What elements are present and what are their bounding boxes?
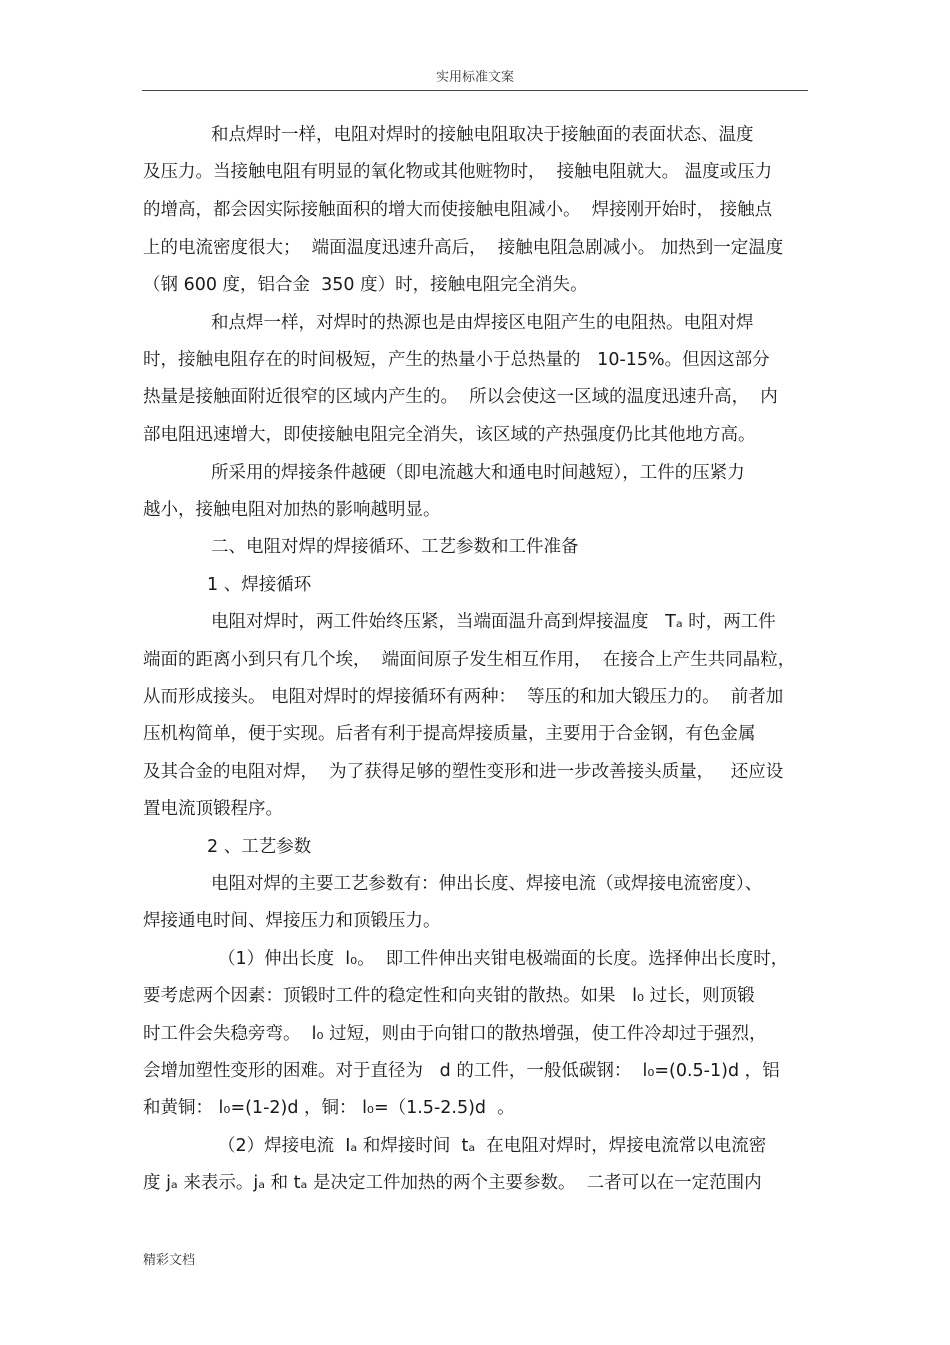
paragraph-line: 及压力。当接触电阻有明显的氧化物或其他赃物时， 接触电阻就大。 温度或压力 (143, 162, 773, 182)
paragraph-line: 越小，接触电阻对加热的影响越明显。 (143, 500, 441, 520)
paragraph-line: 及其合金的电阻对焊， 为了获得足够的塑性变形和进一步改善接头质量， 还应设 (143, 762, 784, 782)
section-heading: 二、电阻对焊的焊接循环、工艺参数和工件准备 (211, 537, 579, 557)
paragraph-line: 会增加塑性变形的困难。对于直径为 d 的工件，一般低碳钢： l₀=(0.5-1)d ，铝 (143, 1061, 780, 1081)
paragraph-line: 和点焊一样，对焊时的热源也是由焊接区电阻产生的电阻热。电阻对焊 (211, 313, 754, 333)
paragraph-line: 上的电流密度很大； 端面温度迅速升高后， 接触电阻急剧减小。 加热到一定温度 (143, 238, 784, 258)
paragraph-line: 度 jₐ 来表示。jₐ 和 tₐ 是决定工件加热的两个主要参数。 二者可以在一定范围内 (143, 1173, 762, 1193)
paragraph-line: 热量是接触面附近很窄的区域内产生的。 所以会使这一区域的温度迅速升高， 内 (143, 387, 778, 407)
paragraph-line: （2）焊接电流 Iₐ 和焊接时间 tₐ 在电阻对焊时，焊接电流常以电流密 (218, 1136, 767, 1156)
paragraph-line: 从而形成接头。 电阻对焊时的焊接循环有两种： 等压的和加大锻压力的。 前者加 (143, 687, 784, 707)
paragraph-line: 要考虑两个因素：顶锻时工件的稳定性和向夹钳的散热。如果 l₀ 过长，则顶锻 (143, 986, 755, 1006)
paragraph-line: 电阻对焊的主要工艺参数有：伸出长度、焊接电流（或焊接电流密度）、 (211, 874, 763, 894)
paragraph-line: 时工件会失稳旁弯。 l₀ 过短，则由于向钳口的散热增强，使工件冷却过于强烈， (143, 1024, 767, 1044)
paragraph-line: 压机构简单，便于实现。后者有利于提高焊接质量，主要用于合金钢，有色金属 (143, 724, 756, 744)
paragraph-line: 和黄铜： l₀=(1-2)d ，铜： l₀=（1.5-2.5)d 。 (143, 1098, 515, 1118)
paragraph-line: （钢 600 度，铝合金 350 度）时，接触电阻完全消失。 (143, 275, 588, 295)
paragraph-line: 端面的距离小到只有几个埃， 端面间原子发生相互作用， 在接合上产生共同晶粒， (143, 650, 796, 670)
subsection-heading: 1 、焊接循环 (207, 575, 312, 595)
paragraph-line: 和点焊时一样，电阻对焊时的接触电阻取决于接触面的表面状态、温度 (211, 125, 754, 145)
subsection-heading: 2 、工艺参数 (207, 837, 312, 857)
page-footer: 精彩文档 (143, 1253, 196, 1268)
paragraph-line: 所采用的焊接条件越硬（即电流越大和通电时间越短），工件的压紧力 (211, 463, 745, 483)
paragraph-line: （1）伸出长度 l₀。 即工件伸出夹钳电极端面的长度。选择伸出长度时， (218, 949, 789, 969)
paragraph-line: 电阻对焊时，两工件始终压紧，当端面温升高到焊接温度 Tₐ 时，两工件 (211, 612, 776, 632)
paragraph-line: 时，接触电阻存在的时间极短，产生的热量小于总热量的 10-15%。但因这部分 (143, 350, 770, 370)
paragraph-line: 焊接通电时间、焊接压力和顶锻压力。 (143, 911, 441, 931)
paragraph-line: 部电阻迅速增大，即使接触电阻完全消失，该区域的产热强度仍比其他地方高。 (143, 425, 756, 445)
paragraph-line: 置电流顶锻程序。 (143, 799, 283, 819)
paragraph-line: 的增高，都会因实际接触面积的增大而使接触电阻减小。 焊接刚开始时， 接触点 (143, 200, 773, 220)
page-header: 实用标准文案 (435, 70, 514, 85)
